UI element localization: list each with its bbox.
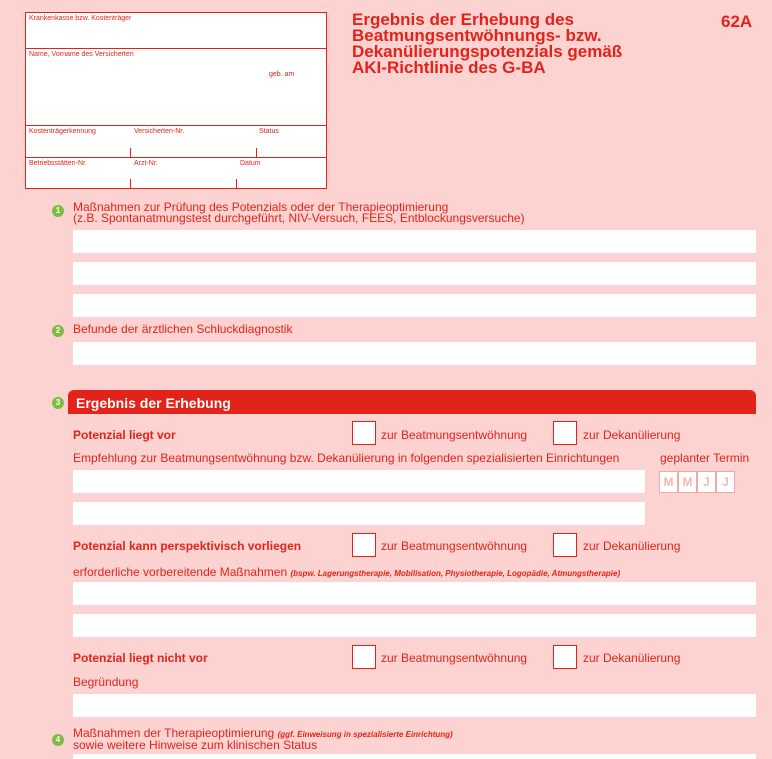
begruendung-input[interactable] bbox=[73, 694, 756, 717]
divider-tick bbox=[130, 179, 131, 188]
termin-box-month[interactable]: M bbox=[678, 471, 697, 493]
potenzial-perspektiv-label: Potenzial kann perspektivisch vorliegen bbox=[73, 539, 302, 553]
section1-line2: (z.B. Spontanatmungstest durchgeführt, NIV-Versuch, FEES, Entblockungsversuche) bbox=[73, 211, 525, 225]
datum-label: Datum bbox=[240, 160, 261, 167]
termin-box-month[interactable]: M bbox=[659, 471, 678, 493]
kennung-row[interactable] bbox=[26, 126, 326, 158]
termin-label: geplanter Termin bbox=[660, 451, 750, 465]
termin-box-year[interactable]: J bbox=[716, 471, 735, 493]
versnr-label: Versicherten-Nr. bbox=[134, 128, 185, 135]
divider-tick bbox=[130, 148, 131, 157]
opt-dekan-label: zur Dekanülierung bbox=[583, 428, 681, 442]
section1-input-2[interactable] bbox=[73, 262, 756, 285]
vorbereitend-hint: (bspw. Lagerungstherapie, Mobilisation, Physiotherapie, Logopädie, Atmungstherapie) bbox=[290, 569, 621, 578]
empfehlung-input-2[interactable] bbox=[73, 502, 645, 525]
begruendung-label: Begründung bbox=[73, 675, 139, 689]
opt-beatmung-label: zur Beatmungsentwöhnung bbox=[381, 651, 528, 665]
title-line: Ergebnis der Erhebung des bbox=[352, 10, 574, 29]
empfehlung-label: Empfehlung zur Beatmungsentwöhnung bzw. Dekanülierung in folgenden spezialisierten Einrichtungen bbox=[73, 451, 620, 465]
termin-box-year[interactable]: J bbox=[697, 471, 716, 493]
opt-dekan-label: zur Dekanülierung bbox=[583, 539, 681, 553]
vorbereitend-text: erforderliche vorbereitende Maßnahmen bbox=[73, 565, 288, 579]
checkbox-vor-beatmung[interactable] bbox=[352, 421, 376, 445]
section2-input[interactable] bbox=[73, 342, 756, 365]
divider-tick bbox=[236, 179, 237, 188]
checkbox-persp-beatmung[interactable] bbox=[352, 533, 376, 557]
empfehlung-input-1[interactable] bbox=[73, 470, 645, 493]
potenzial-nicht-label: Potenzial liegt nicht vor bbox=[73, 651, 208, 665]
opt-beatmung-label: zur Beatmungsentwöhnung bbox=[381, 428, 528, 442]
kasse-field[interactable] bbox=[26, 13, 326, 49]
name-label: Name, Vorname des Versicherten bbox=[29, 51, 134, 58]
potenzial-vor-label: Potenzial liegt vor bbox=[73, 428, 176, 442]
section3-banner-title: Ergebnis der Erhebung bbox=[76, 395, 231, 411]
bsnr-label: Betriebsstätten-Nr. bbox=[29, 160, 87, 167]
section4-line2: sowie weitere Hinweise zum klinischen Status bbox=[73, 738, 318, 752]
section4-input[interactable] bbox=[73, 754, 756, 759]
geb-label: geb. am bbox=[269, 71, 295, 78]
title-line: AKI-Richtlinie des G-BA bbox=[352, 58, 546, 77]
section2-label: Befunde der ärztlichen Schluckdiagnostik bbox=[73, 322, 293, 336]
checkbox-nicht-beatmung[interactable] bbox=[352, 645, 376, 669]
kasse-label: Krankenkasse bzw. Kostenträger bbox=[29, 15, 132, 22]
termin-input[interactable] bbox=[659, 471, 735, 493]
section1-input-1[interactable] bbox=[73, 230, 756, 253]
form-title bbox=[352, 12, 682, 76]
section1-line1: Maßnahmen zur Prüfung des Potenzials oder der Therapieoptimierung bbox=[73, 200, 449, 214]
section-number-badge: 3 bbox=[52, 397, 64, 409]
section-number-badge: 4 bbox=[52, 734, 64, 746]
section1-input-3[interactable] bbox=[73, 294, 756, 317]
divider-tick bbox=[256, 148, 257, 157]
form-number: 62A bbox=[721, 12, 753, 31]
vorbereitend-input-2[interactable] bbox=[73, 614, 756, 637]
checkbox-nicht-dekan[interactable] bbox=[553, 645, 577, 669]
section-number-badge: 2 bbox=[52, 325, 64, 337]
checkbox-persp-dekan[interactable] bbox=[553, 533, 577, 557]
checkbox-vor-dekan[interactable] bbox=[553, 421, 577, 445]
opt-dekan-label: zur Dekanülierung bbox=[583, 651, 681, 665]
vorbereitend-label bbox=[73, 566, 620, 580]
vorbereitend-input-1[interactable] bbox=[73, 582, 756, 605]
patient-header-box bbox=[25, 12, 327, 189]
opt-beatmung-label: zur Beatmungsentwöhnung bbox=[381, 539, 528, 553]
section-number-badge: 1 bbox=[52, 205, 64, 217]
bsnr-row[interactable] bbox=[26, 158, 326, 189]
section4-line1-text: Maßnahmen der Therapieoptimierung bbox=[73, 726, 275, 740]
status-label: Status bbox=[259, 128, 279, 135]
name-field[interactable] bbox=[26, 49, 326, 126]
title-line: Beatmungsentwöhnungs- bzw. bbox=[352, 26, 602, 45]
title-line: Dekanülierungspotenzials gemäß bbox=[352, 42, 623, 61]
arztnr-label: Arzt-Nr. bbox=[134, 160, 158, 167]
kennung-label: Kostenträgerkennung bbox=[29, 128, 96, 135]
section4-hint: (ggf. Einweisung in spezialisierte Einrichtung) bbox=[277, 730, 453, 739]
